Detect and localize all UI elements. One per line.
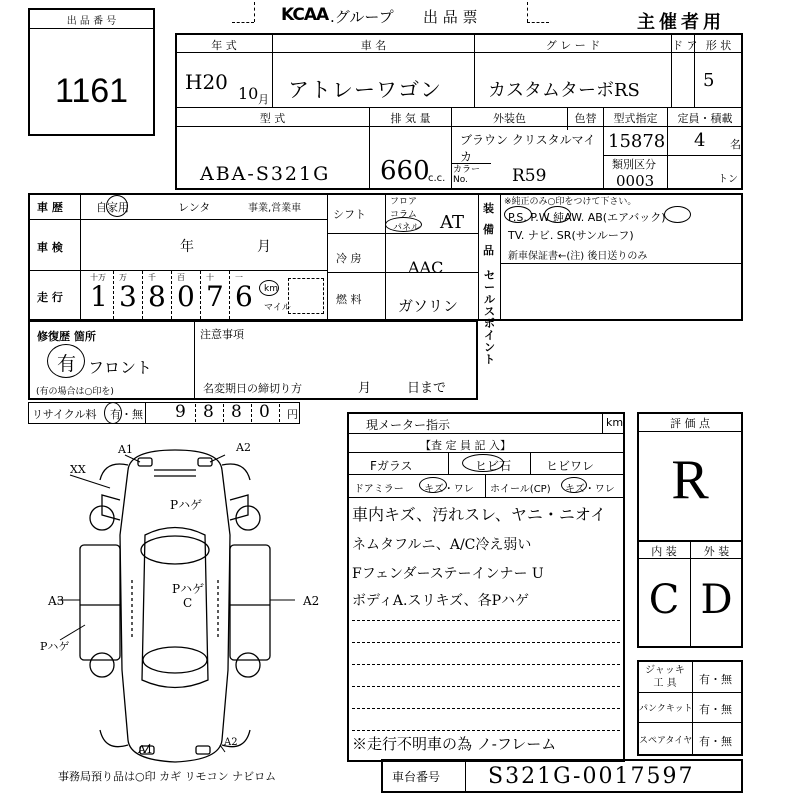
interior-label: 内 装: [651, 545, 677, 558]
tool-jack-options: 有・無: [699, 673, 732, 686]
mileage-digit-1: 3: [119, 280, 137, 313]
mirror-label: ドアミラー: [354, 484, 404, 495]
wheel-label: ホイール(CP): [490, 484, 551, 495]
equipment-line2: TV. ナビ. SR(サンルーフ): [508, 229, 634, 242]
car-name-label: 車 名: [360, 39, 387, 52]
inspection-label: 車 検: [37, 241, 63, 254]
displacement-value: 660: [380, 156, 430, 186]
diagram-label-a3: A3: [48, 594, 65, 608]
recycle-digit-2: 8: [231, 402, 242, 422]
car-name: アトレーワゴン: [288, 78, 442, 102]
pw-circle: [544, 206, 571, 223]
diagram-label-c: C: [183, 596, 193, 610]
grade-label: グ レ ー ド: [545, 39, 601, 52]
recycle-digit-3: 0: [259, 402, 270, 422]
organizer-label: 主催者用: [637, 12, 725, 33]
diagram-label-a2-right: A2: [303, 594, 320, 608]
history-private: 自家用: [96, 201, 129, 214]
shift-panel: パネル: [393, 223, 421, 233]
mile-label: マイル: [264, 303, 291, 313]
tool-puncture-options: 有・無: [699, 703, 732, 716]
color-name: ブラウン クリスタルマイカ: [460, 133, 596, 164]
chassis-value: S321G-0017597: [488, 764, 695, 789]
repair-circle: [47, 344, 85, 378]
glass-crack-stone: ヒビ石: [475, 459, 512, 473]
cc-unit: c.c.: [428, 173, 446, 184]
capacity-unit: 名: [730, 138, 741, 151]
tool-jack-label: ジャッキ 工 具: [645, 665, 685, 689]
recycle-digit-1: 8: [203, 402, 214, 422]
name-change-label: 名変期日の締切り方: [203, 382, 302, 395]
color-code: R59: [512, 166, 547, 186]
grade-label: 評 価 点: [670, 417, 710, 430]
km-circle: [259, 280, 279, 296]
history-rental: レンタ: [178, 201, 211, 214]
mileage-unit-4: 十: [206, 273, 214, 282]
year-era: H20: [185, 70, 228, 94]
capacity-label: 定員・積載: [677, 112, 733, 125]
remark-line-1: ネムタフルニ、A/C冷え弱い: [352, 537, 532, 553]
notice-label: 注意事項: [200, 328, 244, 341]
mileage-label: 走 行: [37, 291, 63, 304]
office-note: 事務局預り品は○印 カギ リモコン ナビロム: [58, 770, 277, 783]
mileage-unit-5: 一: [235, 273, 243, 282]
remark-line-0: 車内キズ、汚れスレ、ヤニ・ニオイ: [352, 505, 607, 524]
diagram-label-a1-bottom: A1: [138, 743, 153, 756]
grade-overall: R: [671, 449, 709, 511]
name-change-month: 月: [358, 381, 372, 396]
ac-label: 冷 房: [336, 252, 362, 265]
fuel-label: 燃 料: [336, 293, 362, 306]
diagram-label-xx: XX: [70, 463, 86, 476]
displacement-label: 排 気 量: [390, 112, 431, 125]
diagram-label-a1-top: A1: [118, 443, 133, 456]
form-title: 出 品 票: [423, 8, 478, 26]
mirror-options: キズ・ワレ: [424, 484, 474, 495]
mileage-digit-2: 8: [148, 280, 166, 313]
equipment-line3: 新車保証書←(注) 後日送りのみ: [508, 251, 648, 262]
year-month: 10: [238, 84, 259, 103]
interior-grade: C: [648, 577, 680, 623]
model-value: ABA-S321G: [200, 163, 331, 185]
meter-label: 現メーター指示: [366, 418, 451, 432]
remark-line-3: ボディA.スリキズ、各Pハゲ: [352, 593, 529, 609]
mileage-extra-box: [288, 278, 324, 314]
wheel-options: キズ・ワレ: [565, 484, 615, 495]
shift-panel-circle: [385, 217, 422, 232]
name-change-day: 日まで: [407, 381, 447, 396]
inspection-month: 月: [257, 239, 271, 255]
recycle-label: リサイクル料: [32, 408, 97, 421]
glass-circle: [462, 454, 504, 472]
chassis-label: 車台番号: [392, 770, 441, 784]
ac-value: AAC: [408, 258, 444, 277]
tool-spare-label: スペアタイヤ: [639, 736, 693, 746]
shift-value: AT: [440, 212, 465, 233]
wheel-circle: [561, 477, 587, 493]
month-unit: 月: [258, 93, 269, 106]
repair-note: (有の場合は○印を): [36, 387, 114, 397]
mileage-unit-1: 万: [119, 273, 127, 282]
diagram-label-phage-left: Pハゲ: [40, 640, 70, 653]
recycle-options: 有・無: [110, 408, 143, 421]
airbag-circle: [664, 206, 691, 223]
exterior-label: 外 装: [703, 545, 730, 558]
repair-value: 有: [57, 353, 77, 375]
exterior-color-label: 外装色: [493, 112, 526, 125]
capacity-value: 4: [694, 130, 706, 151]
shape-label: 形 状: [705, 39, 732, 52]
shift-floor: フロア: [390, 197, 418, 207]
history-label: 車 歴: [37, 201, 63, 214]
color-no-label: カラー No.: [453, 165, 481, 185]
lot-number-value: 1161: [54, 72, 129, 110]
ps-circle: [504, 206, 532, 223]
remark-line-2: Fフェンダーステーインナー U: [352, 566, 544, 582]
meter-unit: km: [606, 416, 624, 429]
footnote-remark: ※走行不明車の為 ノ-フレーム: [352, 735, 557, 753]
mileage-unit-0: 十万: [90, 273, 106, 282]
doors-label: ド ア: [672, 39, 698, 52]
diagram-label-phage-hood: Pハゲ: [170, 498, 203, 512]
repair-label: 修復歴 箇所: [37, 330, 96, 343]
recycle-yes-circle: [104, 402, 122, 424]
mileage-digit-0: 1: [90, 280, 108, 313]
km-label: km: [264, 284, 278, 294]
type-spec-value: 15878: [608, 131, 666, 152]
category-value: 0003: [616, 172, 655, 190]
tool-puncture-label: パンクキット: [639, 704, 693, 714]
lot-number-box: [28, 8, 155, 136]
equipment-line1: P.S. P.W 純AW. AB(エアバック): [508, 211, 666, 224]
type-spec-label: 型式指定: [613, 112, 658, 125]
diagram-label-a2-top: A2: [236, 441, 251, 454]
mileage-unit-3: 百: [177, 273, 185, 282]
recycle-unit: 円: [287, 408, 298, 421]
shift-label: シフト: [333, 208, 366, 221]
lot-number-label: 出 品 番 号: [66, 16, 117, 27]
equipment-label: 装備品: [483, 202, 494, 257]
year-label: 年 式: [211, 39, 237, 52]
inspection-year: 年: [180, 239, 194, 255]
mileage-digit-5: 6: [235, 280, 253, 313]
mirror-circle: [419, 477, 447, 493]
fuel-value: ガソリン: [398, 297, 459, 315]
recycle-digit-0: 9: [175, 402, 186, 422]
category-label: 類別区分: [612, 158, 656, 171]
repair-location: フロント: [88, 358, 153, 377]
mileage-unit-2: 千: [148, 273, 156, 282]
tool-spare-options: 有・無: [699, 735, 732, 748]
glass-label: Fガラス: [370, 459, 413, 473]
load-unit: トン: [718, 174, 738, 185]
inspector-label: 【査 定 員 記 入】: [420, 439, 511, 452]
color-change-label: 色替: [574, 112, 597, 125]
grade-value: カスタムターボRS: [488, 80, 640, 101]
equipment-note: ※純正のみ○印をつけて下さい。: [504, 197, 637, 207]
company-suffix: .グループ: [330, 8, 394, 26]
company-logo: KCAA: [281, 5, 329, 25]
sales-point-label: セールスポイント: [484, 269, 495, 366]
mileage-digit-4: 7: [206, 280, 224, 313]
exterior-grade: D: [700, 577, 733, 623]
history-business: 事業,営業車: [248, 203, 302, 214]
shift-column: コラム: [390, 210, 417, 220]
mileage-digit-3: 0: [177, 280, 195, 313]
diagram-label-phage-roof: Pハゲ: [172, 582, 205, 596]
diagram-label-a2-bottom: A2: [224, 737, 238, 748]
glass-crack: ヒビワレ: [546, 459, 595, 473]
model-label: 型 式: [259, 112, 286, 125]
car-diagram: [40, 440, 310, 780]
doors-value: 5: [703, 70, 715, 91]
